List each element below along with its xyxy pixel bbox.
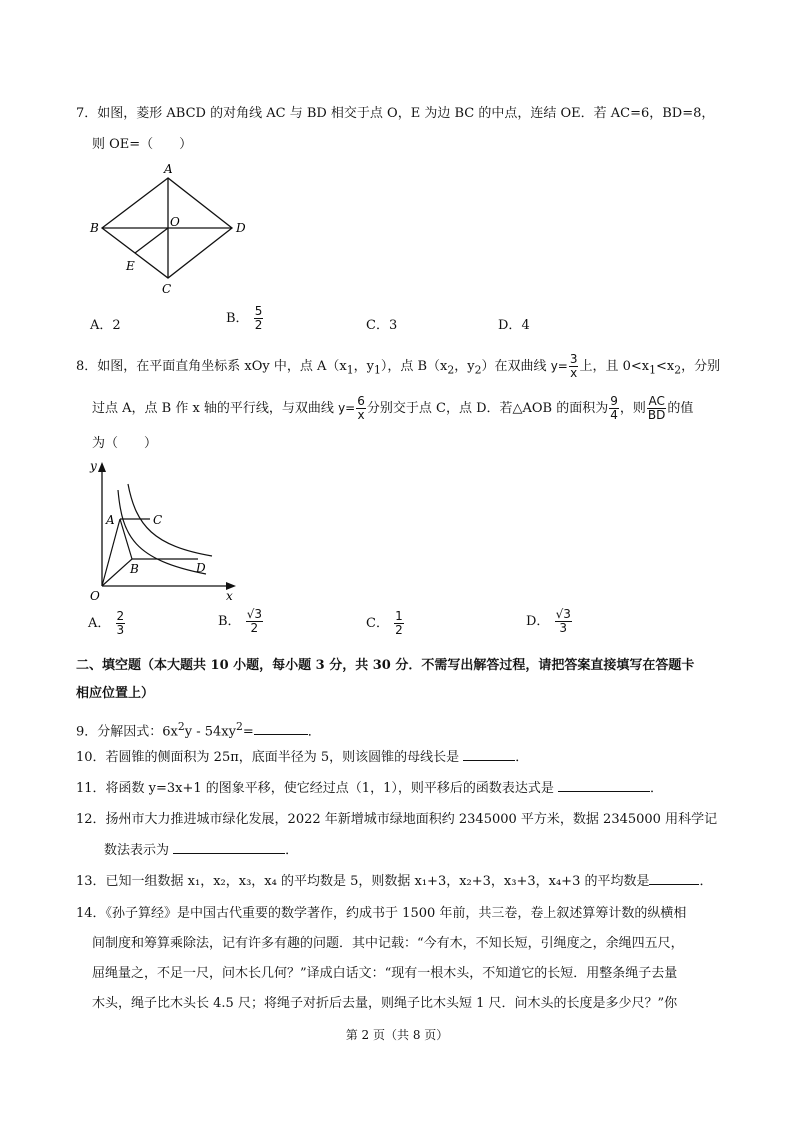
q14-line2: 间制度和筹算乘除法，记有许多有趣的问题．其中记载：“今有木，不知长短，引绳度之，余绳四五尺，	[92, 936, 684, 951]
q14-line1: 14．《孙子算经》是中国古代重要的数学著作，约成书于 1500 年前，共三卷，卷上叙述算筹计数的纵横相	[76, 906, 687, 921]
q8-hyperbola2-fraction: $\frac{6}{x}$	[357, 394, 365, 422]
section2-heading-line2: 相应位置上）	[76, 686, 155, 701]
q12-line2: 数法表示为 ．	[104, 843, 299, 858]
q13-answer-blank[interactable]	[649, 872, 699, 885]
q7-line1: 7．如图，菱形 ABCD 的对角线 AC 与 BD 相交于点 O，E 为边 BC 的中点，连结 OE．若 AC=6，BD=8，	[76, 106, 715, 121]
q8-option-a[interactable]: A． $\frac{2}{3}$	[88, 609, 125, 637]
q8-hyperbola1-fraction: $\frac{3}{x}$	[569, 352, 578, 380]
q12-answer-blank[interactable]	[173, 841, 285, 854]
label-o: O	[90, 589, 100, 603]
q14-line4: 木头，绳子比木头长 4.5 尺；将绳子对折后去量，则绳子比木头短 1 尺．问木头的长度是多少尺？”你	[92, 996, 678, 1011]
segment-oe	[135, 228, 168, 253]
q8-area-fraction: $\frac{9}{4}$	[610, 394, 618, 422]
q7-option-d[interactable]: D．4	[498, 318, 530, 333]
label-b: B	[130, 562, 139, 576]
hyperbola-y6x	[128, 484, 212, 556]
page-footer: 第 2 页（共 8 页）	[345, 1028, 449, 1042]
y-axis-arrow	[98, 462, 106, 472]
segment-oa	[102, 519, 120, 586]
label-a: A	[106, 513, 115, 527]
segment-ob	[102, 559, 132, 586]
q7-option-b[interactable]: B． $\frac{5}{2}$	[226, 304, 263, 332]
label-o: O	[170, 215, 180, 229]
q8-line2: 过点 A，点 B 作 x 轴的平行线，与双曲线 y= $\frac{6}{x}$ 分别交于点 C，点 D．若△AOB 的面积为 $\frac{9}{4}$ ，则 $\frac{AC}{BD}$ 的值	[92, 394, 694, 422]
q7-rhombus-figure	[82, 160, 262, 300]
label-a: A	[164, 162, 173, 176]
label-b: B	[90, 221, 99, 235]
q8-line3: 为（ ）	[92, 436, 158, 451]
q9-answer-blank[interactable]	[254, 722, 308, 735]
q9: 9．分解因式：$6x^2y - 54xy^2=$ ．	[76, 720, 321, 740]
segment-ab	[120, 519, 132, 559]
q7-line2: 则 OE=（ ）	[92, 137, 193, 152]
q8-option-d[interactable]: D． $\frac{√3}{3}$	[526, 607, 571, 635]
q11: 11．将函数 y=3x+1 的图象平移，使它经过点（1，1），则平移后的函数表达式是 ．	[76, 781, 663, 796]
q7-option-c[interactable]: C．3	[366, 318, 398, 333]
label-e: E	[126, 259, 135, 273]
label-c: C	[153, 513, 163, 527]
q8-option-b[interactable]: B． $\frac{√3}{2}$	[218, 607, 262, 635]
q8-ratio-fraction: $\frac{AC}{BD}$	[647, 394, 666, 422]
q8-option-c[interactable]: C． $\frac{1}{2}$	[366, 609, 403, 637]
q13: 13．已知一组数据 x₁，x₂，x₃，x₄ 的平均数是 5，则数据 x₁+3，x₂+3，x₃+3，x₄+3 的平均数是 ．	[76, 874, 713, 889]
section2-heading-line1: 二、填空题（本大题共 10 小题，每小题 3 分，共 30 分．不需写出解答过程，请把答案直接填写在答题卡	[76, 658, 695, 673]
q12-line1: 12．扬州市大力推进城市绿化发展，2022 年新增城市绿地面积约 2345000 平方米，数据 2345000 用科学记	[76, 812, 718, 827]
q10-answer-blank[interactable]	[463, 748, 515, 761]
q11-answer-blank[interactable]	[558, 779, 650, 792]
label-x: x	[226, 589, 233, 603]
q7-option-a[interactable]: A．2	[90, 318, 121, 333]
q7-option-b-fraction: $\frac{5}{2}$	[254, 304, 263, 332]
q14-line3: 屈绳量之，不足一尺，问木长几何？”译成白话文：“现有一根木头，不知道它的长短．用整条绳子去量	[92, 966, 678, 981]
q8-graph-figure	[84, 456, 254, 604]
label-d: D	[196, 561, 206, 575]
q8-line1: 8．如图，在平面直角坐标系 xOy 中，点 $A(x_1$，$y_1$），点 $B(x_2$，$y_2$）在双曲线 y= $\frac{3}{x}$ 上，且 $0<x_1<x_2$，分别	[76, 352, 721, 380]
label-d: D	[236, 221, 246, 235]
q10: 10．若圆锥的侧面积为 25π，底面半径为 5，则该圆锥的母线长是 ．	[76, 750, 529, 765]
label-y: y	[90, 459, 97, 473]
label-c: C	[162, 282, 172, 296]
